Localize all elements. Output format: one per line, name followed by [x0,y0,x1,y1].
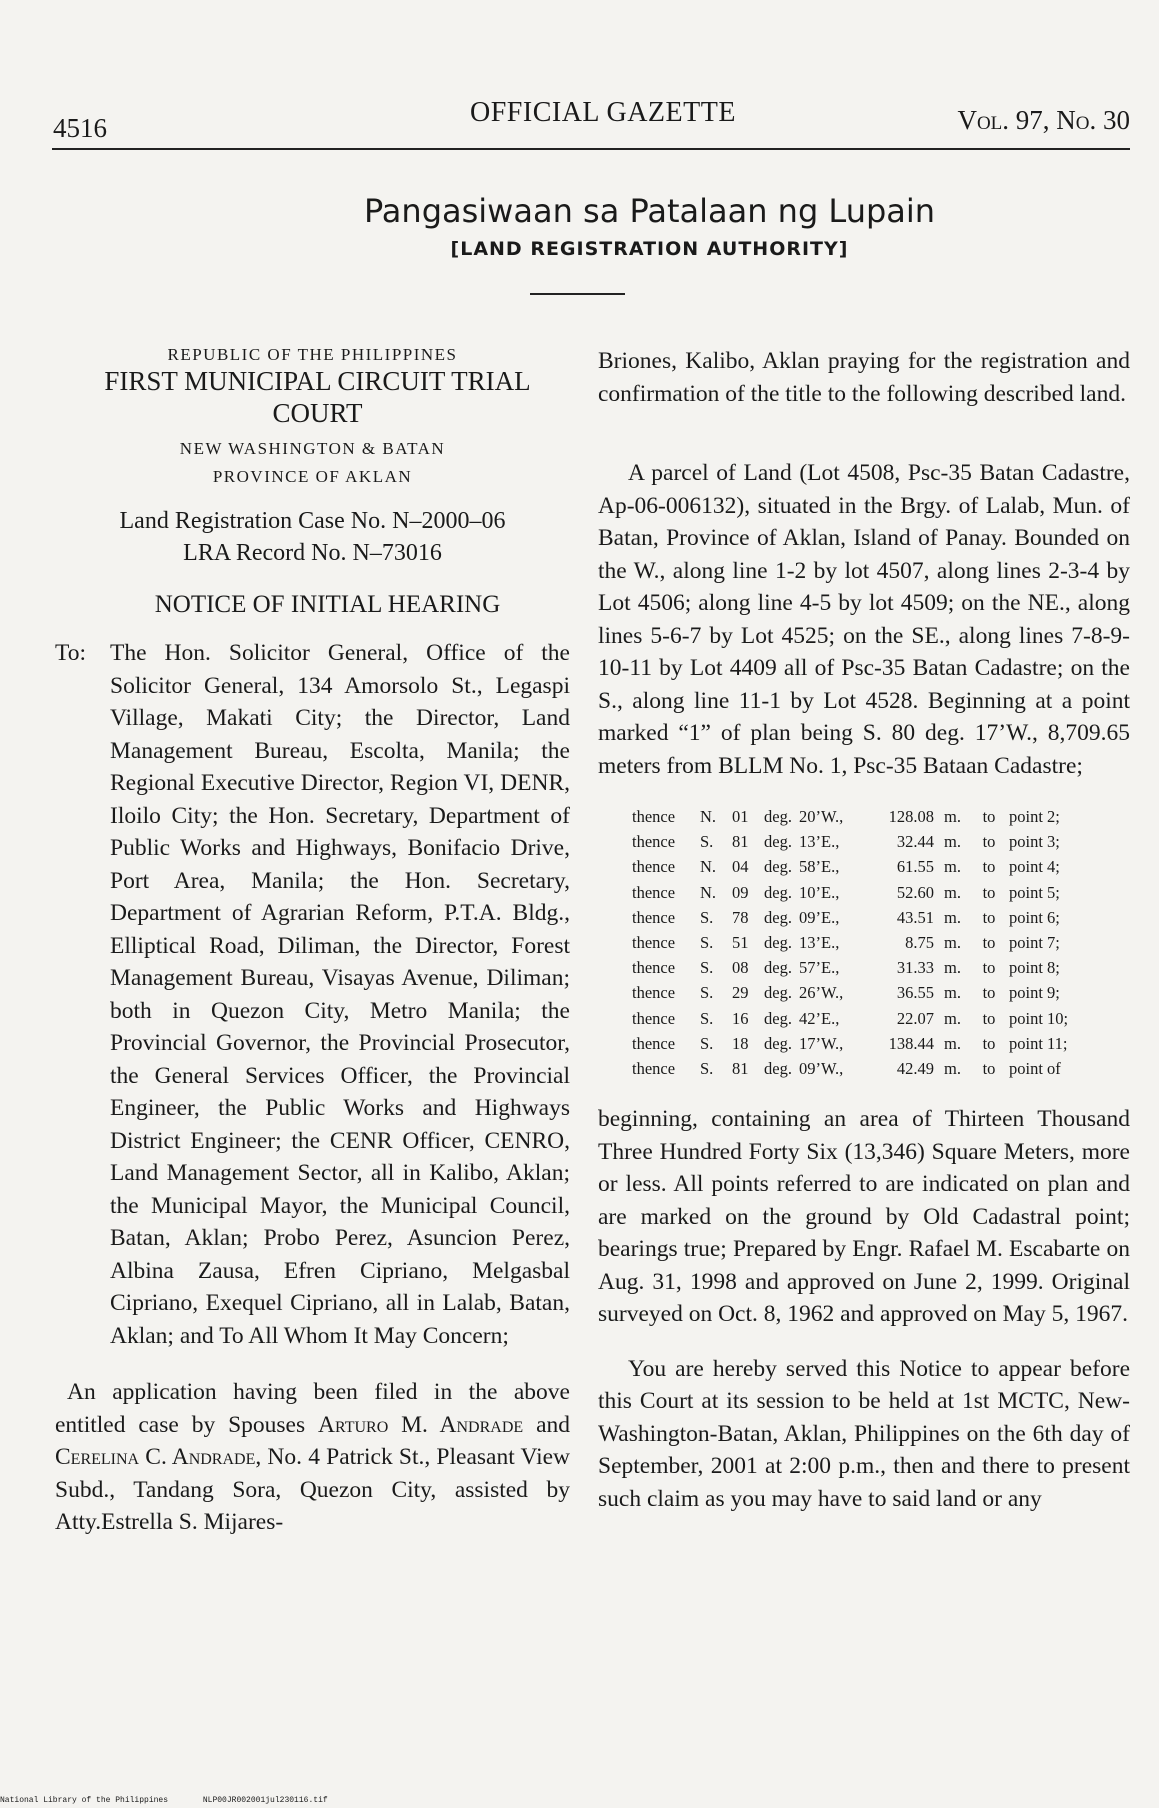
application-text-1: An application having been filed in the above entitled case by Spouses [55,1379,570,1438]
bearing-w: thence [632,832,676,852]
bearing-dist: 52.60 [896,882,934,902]
bearing-m: m. [944,882,961,902]
right-column [598,345,1130,1515]
served-paragraph: You are hereby served this Notice to appear before this Court at its session to be held at 1st MCTC, New-Washington-Batan, Aklan, Philippines on the 6th day of September, 2001 at 2:00 p.m., then and there to present such claim as you may have to said land or any [598,1355,1130,1512]
bearing-u: deg. [764,882,792,902]
page-number: 4516 [53,113,107,143]
bearing-row [632,907,1069,932]
bearing-deg: 51 [732,932,749,952]
bearing-row [632,957,1069,982]
bearing-to: to [982,1033,996,1053]
bearing-row [632,1033,1069,1058]
bearing-dist: 22.07 [896,1008,934,1028]
bearing-row [632,806,1069,831]
bearing-w: thence [632,1008,676,1028]
library-credit: National Library of the Philippines [0,1796,169,1805]
area-paragraph: beginning, containing an area of Thirteen Thousand Three Hundred Forty Six (13,346) Square Meters, more or less. All points referred to are indicated on plan and are marked on the ground by Old Cadastral point; bearings true; Prepared by Engr. Rafael M. Escabarte on Aug. 31, 1998 and approved on June 2, 1999. Original surveyed on Oct. 8, 1962 and approved on May 5, 1967. [598,1106,1130,1328]
bearing-dist: 43.51 [896,907,934,927]
bearing-m: m. [944,1058,961,1078]
bearing-deg: 08 [732,958,749,978]
bearing-to: to [982,1058,996,1078]
bearing-dir: S. [700,932,714,952]
bearing-m: m. [944,1033,961,1053]
bearing-to: to [982,907,996,927]
bearing-to: to [982,958,996,978]
agency-name-english: [LAND REGISTRATION AUTHORITY] [450,238,849,260]
bearing-w: thence [632,958,676,978]
applicant-name-1: Arturo M. Andrade [318,1411,524,1438]
bearing-pt: point 9; [1009,983,1060,1003]
application-text-2: and [536,1411,570,1438]
bearing-w: thence [632,882,676,902]
volume-number: Vol. 97, No. 30 [957,105,1130,135]
bearing-dir: S. [700,1008,714,1028]
bearing-deg: 81 [732,832,749,852]
bearing-deg: 78 [732,907,749,927]
bearing-min: 20’W., [799,807,844,826]
bearing-u: deg. [764,857,792,877]
bearing-m: m. [944,983,961,1003]
bearing-m: m. [944,932,961,952]
bearing-to: to [982,1008,996,1028]
bearing-u: deg. [764,958,792,978]
bearing-dir: S. [700,832,714,852]
bearing-pt: point 8; [1009,958,1060,978]
case-number: Land Registration Case No. N–2000–06 [119,508,506,534]
bearing-dir: N. [700,882,717,902]
bearing-pt: point 11; [1009,1033,1068,1053]
bearing-dist: 128.08 [888,807,934,826]
bearing-u: deg. [764,1008,792,1028]
bearing-w: thence [632,1033,676,1053]
left-column [55,345,570,1562]
record-number: LRA Record No. N–73016 [183,540,442,566]
bearing-deg: 81 [732,1058,749,1078]
bearing-row [632,882,1069,907]
bearing-dist: 32.44 [896,832,934,852]
bearing-m: m. [944,907,961,927]
publication-title: OFFICIAL GAZETTE [470,97,736,128]
bearing-min: 26’W., [799,983,844,1003]
bearing-u: deg. [764,983,792,1003]
bearing-m: m. [944,857,961,877]
bearing-row [632,1008,1069,1033]
bearing-dir: S. [700,1058,714,1078]
application-paragraph [55,1376,570,1539]
republic-line: REPUBLIC OF THE PHILIPPINES [167,345,458,364]
bearing-pt: point 3; [1009,832,1060,852]
bearing-min: 42’E., [799,1008,840,1028]
page-header [50,95,1130,145]
bearing-deg: 04 [732,857,749,877]
bearing-m: m. [944,807,961,826]
bearing-min: 09’W., [799,1058,844,1078]
agency-name-tagalog: Pangasiwaan sa Patalaan ng Lupain [363,192,936,230]
bearing-to: to [982,807,996,826]
bearing-u: deg. [764,907,792,927]
agency-heading [0,192,1159,260]
bearing-min: 58’E., [799,857,840,877]
bearing-pt: point 10; [1009,1008,1069,1028]
court-name: FIRST MUNICIPAL CIRCUIT TRIAL COURT [104,366,531,428]
bearing-deg: 09 [732,882,749,902]
bearing-m: m. [944,1008,961,1028]
bearing-u: deg. [764,832,792,852]
bearing-m: m. [944,832,961,852]
bearing-min: 10’E., [799,882,840,902]
bearing-min: 17’W., [799,1033,844,1053]
application-continued: Briones, Kalibo, Aklan praying for the registration and confirmation of the title to the following described land. [598,348,1130,407]
bearing-to: to [982,857,996,877]
bearing-to: to [982,983,996,1003]
application-text-3: , No. 4 Patrick St., Pleasant View Subd., Tandang Sora, Quezon City, assisted by Atty.Estrella S. Mijares- [55,1444,571,1535]
bearing-m: m. [944,958,961,978]
court-location: NEW WASHINGTON & BATAN [179,439,446,458]
bearing-dist: 31.33 [896,958,934,978]
bearing-row [632,831,1069,856]
parcel-description: A parcel of Land (Lot 4508, Psc-35 Batan Cadastre, Ap-06-006132), situated in the Brgy. of Lalab, Mun. of Batan, Province of Aklan, Island of Panay. Bounded on the W., along line 1-2 by lot 4507, along lines 2-3-4 by Lot 4506; along line 4-5 by lot 4509; on the NE., along lines 5-6-7 by Lot 4525; on the SE., along lines 7-8-9-10-11 by Lot 4409 all of Psc-35 Batan Cadastre; on the S., along line 11-1 by Lot 4528. Beginning at a point marked “1” of plan being S. 80 deg. 17’W., 8,709.65 meters from BLLM No. 1, Psc-35 Bataan Cadastre; [598,460,1130,779]
bearing-u: deg. [764,932,792,952]
bearing-w: thence [632,907,676,927]
bearing-w: thence [632,1058,676,1078]
case-numbers [55,505,570,569]
bearing-dist: 138.44 [888,1033,934,1053]
bearing-pt: point of [1009,1058,1061,1078]
applicant-name-2: Cerelina C. Andrade [55,1444,256,1470]
bearing-min: 13’E., [799,932,840,952]
bearing-dir: S. [700,1033,714,1053]
bearing-dist: 8.75 [905,932,934,952]
bearing-row [632,1058,1069,1083]
bearing-u: deg. [764,807,792,826]
bearing-min: 57’E., [799,958,840,978]
bearing-dist: 42.49 [896,1058,934,1078]
file-name: NLP00JR002001jul230116.tif [202,1796,328,1805]
to-label: To: [55,640,86,666]
bearing-deg: 29 [732,983,749,1003]
bearing-dir: S. [700,907,714,927]
bearings-table [632,806,1069,1083]
bearing-u: deg. [764,1058,792,1078]
bearing-deg: 01 [732,807,749,826]
bearing-w: thence [632,857,676,877]
bearing-to: to [982,882,996,902]
bearing-to: to [982,832,996,852]
bearing-row [632,982,1069,1007]
bearing-w: thence [632,807,676,826]
bearing-dir: N. [700,857,717,877]
bearing-dir: S. [700,958,714,978]
bearing-pt: point 2; [1009,807,1060,826]
bearing-dist: 36.55 [896,983,934,1003]
scan-footer [0,1796,358,1805]
addressee-block [55,637,570,1352]
bearing-dist: 61.55 [896,857,934,877]
bearing-w: thence [632,983,676,1003]
addressee-list: The Hon. Solicitor General, Office of the Solicitor General, 134 Amorsolo St., Legaspi Village, Makati City; the Director, Land Management Bureau, Escolta, Manila; the Regional Executive Director, Region VI, DENR, Iloilo City; the Hon. Secretary, Department of Public Works and Highways, Bonifacio Drive, Port Area, Manila; the Hon. Secretary, Department of Agrarian Reform, P.T.A. Bldg., Elliptical Road, Diliman, the Director, Forest Management Bureau, Visayas Avenue, Diliman; both in Quezon City, Metro Manila; the Provincial Governor, the Provincial Prosecutor, the General Services Officer, the Provincial Engineer, the Public Works and Highways District Engineer; the CENR Officer, CENRO, Land Management Sector, all in Kalibo, Aklan; the Municipal Mayor, the Municipal Council, Batan, Aklan; Probo Perez, Asuncion Perez, Albina Zausa, Efren Cipriano, Melgasbal Cipriano, Exequel Cipriano, all in Lalab, Batan, Aklan; and To All Whom It May Concern; [110,640,570,1349]
bearing-deg: 18 [732,1033,749,1053]
notice-title: NOTICE OF INITIAL HEARING [154,591,501,618]
bearing-row [632,932,1069,957]
bearing-deg: 16 [732,1008,749,1028]
bearing-u: deg. [764,1033,792,1053]
bearing-to: to [982,932,996,952]
bearing-pt: point 4; [1009,857,1060,877]
bearing-w: thence [632,932,676,952]
bearing-min: 13’E., [799,832,840,852]
header-rule [52,148,1130,150]
bearing-dir: S. [700,983,714,1003]
court-province: PROVINCE OF AKLAN [212,467,413,486]
bearing-pt: point 5; [1009,882,1060,902]
bearing-dir: N. [700,807,717,826]
bearing-row [632,856,1069,881]
section-rule [530,293,625,295]
bearing-pt: point 7; [1009,932,1060,952]
bearing-min: 09’E., [799,907,840,927]
bearing-pt: point 6; [1009,907,1060,927]
